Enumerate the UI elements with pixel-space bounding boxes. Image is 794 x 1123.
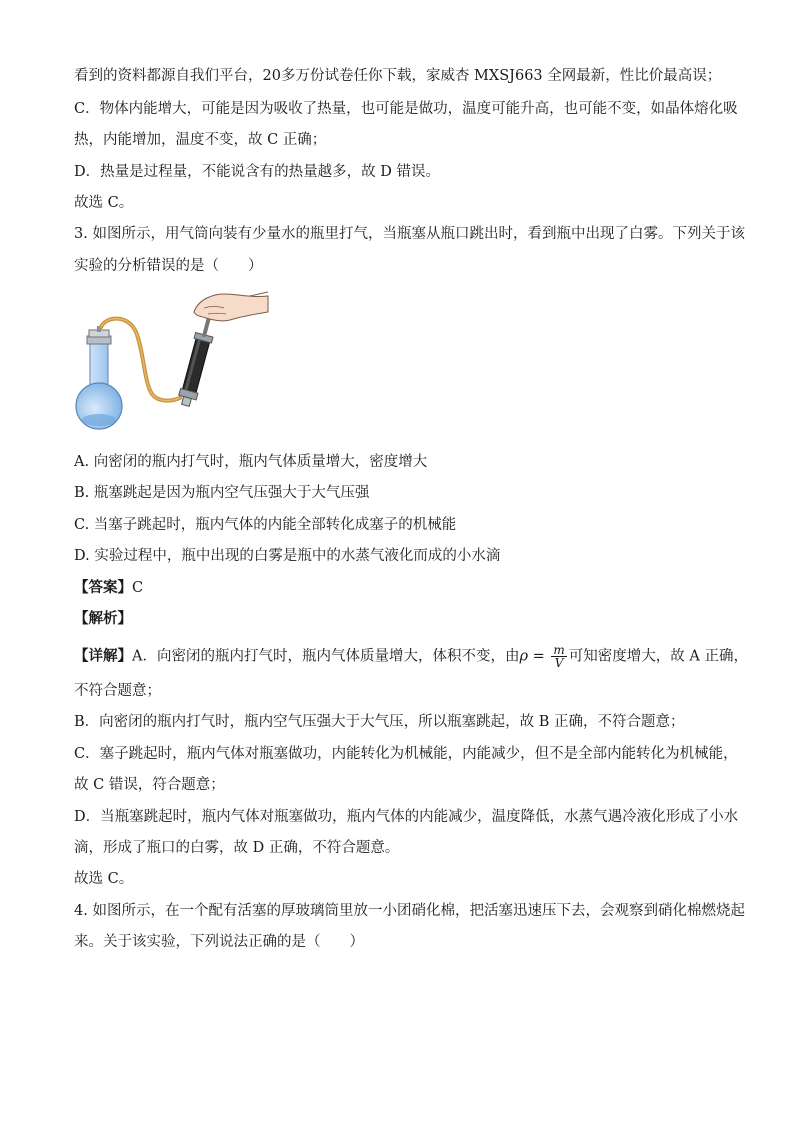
question-3-line-1: 3. 如图所示，用气筒向装有少量水的瓶里打气，当瓶塞从瓶口跳出时，看到瓶中出现了白雾。下列关于该 (74, 226, 745, 242)
detail-choose: 故选 C。 (74, 871, 134, 887)
flask-icon (76, 326, 122, 429)
hand-icon (194, 292, 268, 321)
text-line-3: 热，内能增加，温度不变，故 C 正确； (74, 132, 327, 148)
detail-a-pre: A．向密闭的瓶内打气时，瓶内气体质量增大，体积不变，由 (132, 648, 520, 665)
option-c: C. 当塞子跳起时，瓶内气体的内能全部转化成塞子的机械能 (74, 517, 457, 533)
detail-line-b: B．向密闭的瓶内打气时，瓶内空气压强大于大气压，所以瓶塞跳起，故 B 正确，不符合题意； (74, 714, 685, 730)
fraction-numerator: m (553, 643, 565, 657)
detail-line-c2: 故 C 错误，符合题意； (74, 777, 225, 793)
pump-icon (177, 307, 220, 407)
analysis-line (74, 609, 132, 629)
question-3-line-2: 实验的分析错误的是（ ） (74, 258, 263, 274)
fraction-denominator: V (554, 656, 564, 670)
detail-line-a2: 不符合题意； (74, 683, 161, 699)
density-fraction (551, 644, 566, 669)
detail-line-c1: C．塞子跳起时，瓶内气体对瓶塞做功，内能转化为机械能，内能减少，但不是全部内能转化为机械能， (74, 746, 738, 762)
detail-line-d2: 滴，形成了瓶口的白雾，故 D 正确，不符合题意。 (74, 840, 400, 856)
detail-line-d1: D．当瓶塞跳起时，瓶内气体对瓶塞做功，瓶内气体的内能减少，温度降低，水蒸气遇冷液化形成了小水 (74, 809, 739, 825)
detail-tag: 【详解】 (74, 647, 132, 665)
answer-tag: 【答案】 (74, 579, 132, 596)
question-4-line-2: 来。关于该实验，下列说法正确的是（ ） (74, 934, 364, 950)
equals-sign: = (528, 648, 550, 665)
text-line-5: 故选 C。 (74, 195, 134, 211)
flask-pump-figure (72, 286, 272, 436)
answer-value: C (132, 580, 144, 596)
detail-a-post: 可知密度增大，故 A 正确， (568, 648, 748, 665)
answer-line (74, 578, 143, 598)
text-line-1: 看到的资料都源自我们平台，20多万份试卷任你下载，家威杏 MXSJ663 全网最新，性比价最高误； (74, 68, 722, 84)
option-d: D. 实验过程中，瓶中出现的白雾是瓶中的水蒸气液化而成的小水滴 (74, 548, 501, 564)
question-4-line-1: 4. 如图所示，在一个配有活塞的厚玻璃筒里放一小团硝化棉，把活塞迅速压下去，会观察到硝化棉燃烧起 (74, 903, 745, 919)
option-a: A. 向密闭的瓶内打气时，瓶内气体质量增大，密度增大 (74, 454, 428, 470)
rho-symbol: ρ (519, 648, 529, 665)
option-b: B. 瓶塞跳起是因为瓶内空气压强大于大气压强 (74, 485, 370, 501)
text-line-4: D．热量是过程量，不能说含有的热量越多，故 D 错误。 (74, 164, 440, 180)
text-line-2: C．物体内能增大，可能是因为吸收了热量，也可能是做功，温度可能升高，也可能不变，如晶体熔化吸 (74, 101, 738, 117)
detail-line-a (74, 644, 748, 669)
analysis-tag: 【解析】 (74, 610, 132, 627)
